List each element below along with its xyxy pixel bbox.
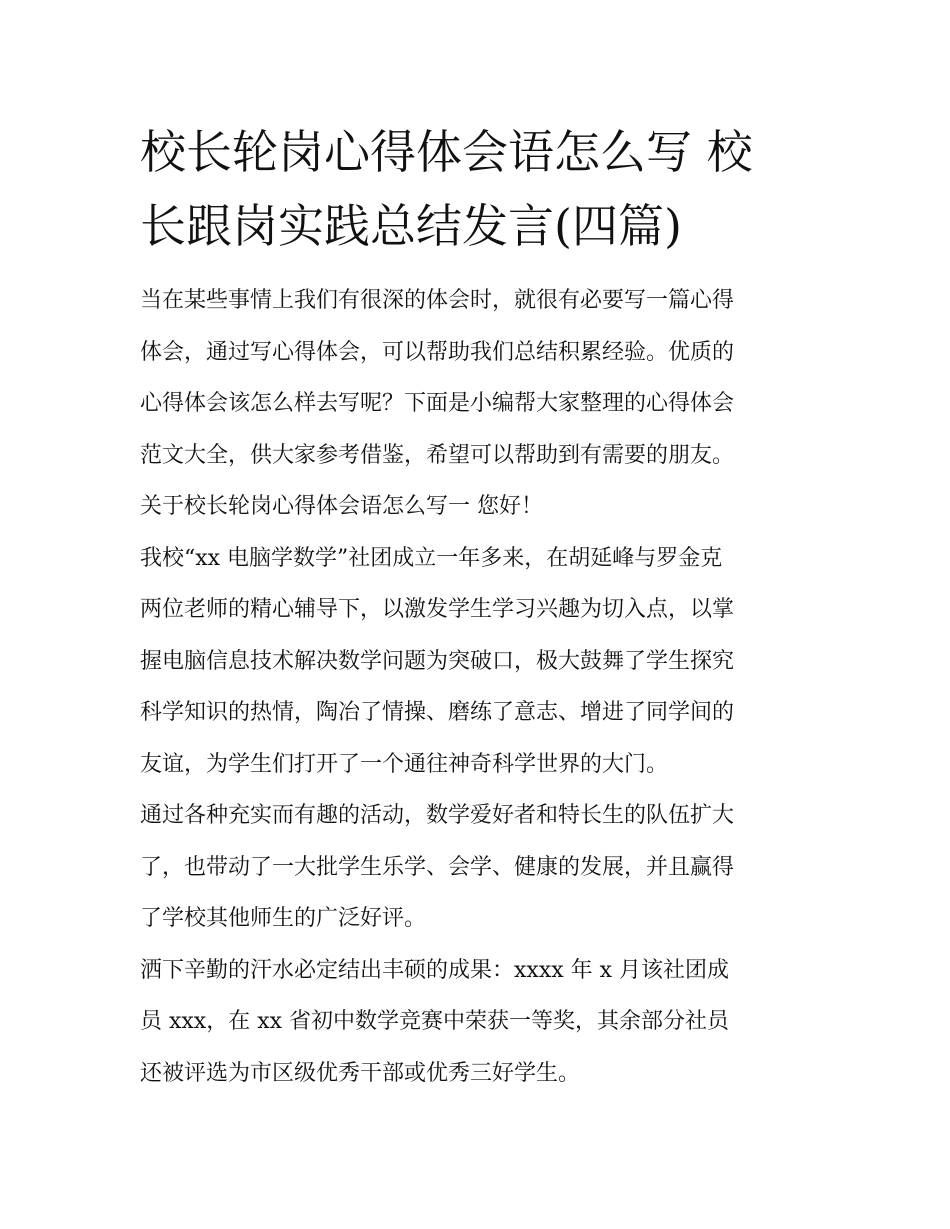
body-line: 我校“xx 电脑学数学”社团成立一年多来，在胡延峰与罗金克 [140, 545, 723, 571]
body-line: 还被评选为市区级优秀干部或优秀三好学生。 [140, 1060, 581, 1086]
body-line: 体会，通过写心得体会，可以帮助我们总结积累经验。优质的 [140, 339, 735, 365]
title-line: 长跟岗实践总结发言(四篇) [140, 199, 682, 253]
body-line: 友谊，为学生们打开了一个通往神奇科学世界的大门。 [140, 751, 669, 777]
body-line: 了学校其他师生的广泛好评。 [140, 906, 427, 931]
document-body [140, 281, 820, 1105]
body-line: 范文大全，供大家参考借鉴，希望可以帮助到有需要的朋友。 [140, 442, 735, 468]
body-line: 员 xxx，在 xx 省初中数学竞赛中荣获一等奖，其余部分社员 [140, 1009, 730, 1034]
body-line: 洒下辛勤的汗水必定结出丰硕的成果：xxxx 年 x 月该社团成 [140, 957, 730, 983]
body-line: 通过各种充实而有趣的活动，数学爱好者和特长生的队伍扩大 [140, 803, 735, 828]
body-line: 关于校长轮岗心得体会语怎么写一 您好！ [140, 494, 543, 519]
body-line: 两位老师的精心辅导下，以激发学生学习兴趣为切入点，以掌 [140, 597, 735, 622]
document-title [140, 115, 820, 263]
body-line: 心得体会该怎么样去写呢？下面是小编帮大家整理的心得体会 [140, 391, 735, 416]
body-line: 科学知识的热情，陶冶了情操、磨练了意志、增进了同学间的 [140, 700, 735, 725]
body-line: 当在某些事情上我们有很深的体会时，就很有必要写一篇心得 [140, 288, 735, 313]
title-line: 校长轮岗心得体会语怎么写 校 [140, 125, 753, 179]
body-line: 握电脑信息技术解决数学问题为突破口，极大鼓舞了学生探究 [140, 648, 735, 674]
body-line: 了，也带动了一大批学生乐学、会学、健康的发展，并且赢得 [140, 854, 735, 880]
